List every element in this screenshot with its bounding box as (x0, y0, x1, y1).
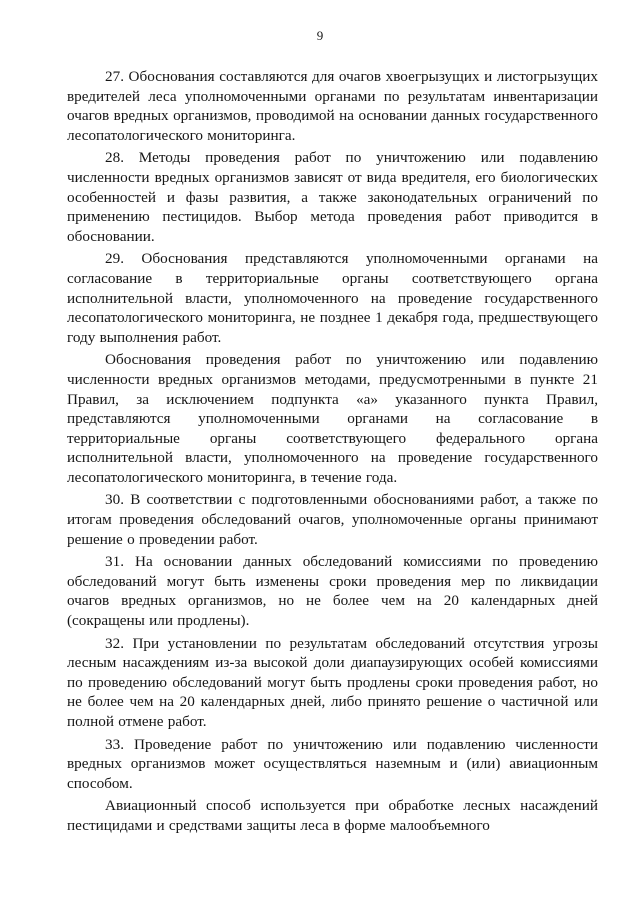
page-number: 9 (316, 28, 324, 43)
paragraph-30: 30. В соответствии с подготовленными обоснованиями работ, а также по итогам проведения обследований очагов, уполномоченные органы принимают решение о проведении работ. (67, 491, 598, 548)
document-body (67, 67, 598, 839)
paragraph-27: 27. Обоснования составляются для очагов хвоегрызущих и листогрызущих вредителей леса уполномоченными органами по результатам инвентаризации очагов вредных организмов, проводимой на основании данных государственного лесопатологического мониторинга. (67, 68, 598, 144)
paragraph-32: 32. При установлении по результатам обследований отсутствия угрозы лесным насаждениям из-за высокой доли диапаузирующих особей комиссиями по проведению обследований могут быть продлены сроки проведения работ, но не более чем на 20 календарных дней, либо принято решение о частичной или полной отмене работ. (67, 634, 598, 730)
paragraph-31: 31. На основании данных обследований комиссиями по проведению обследований могут быть изменены сроки проведения мер по ликвидации очагов вредных организмов, но не более чем на 20 календарных дней (сокращены или продлены). (67, 553, 598, 630)
paragraph-33: 33. Проведение работ по уничтожению или подавлению численности вредных организмов может осуществляться наземным и (или) авиационным способом. (67, 735, 598, 792)
paragraph-29-continuation: Обоснования проведения работ по уничтожению или подавлению численности вредных организмов методами, предусмотренными в пункте 21 Правил, за исключением подпункта «а» указанного пункта Правил, представляются уполномоченными органами на согласование в территориальные органы соответствующего федерального органа исполнительной власти, уполномоченного на проведение государственного лесопатологического мониторинга, в течение года. (67, 351, 598, 486)
paragraph-28: 28. Методы проведения работ по уничтожению или подавлению численности вредных организмов зависят от вида вредителя, его биологических особенностей и фазы развития, а также законодательных ограничений по применению пестицидов. Выбор метода проведения работ приводится в обосновании. (67, 149, 598, 245)
paragraph-29: 29. Обоснования представляются уполномоченными органами на согласование в территориальные органы соответствующего органа исполнительной власти, уполномоченного на проведение государственного лесопатологического мониторинга, не позднее 1 декабря года, предшествующего году выполнения работ. (67, 250, 598, 346)
paragraph-33-continuation: Авиационный способ используется при обработке лесных насаждений пестицидами и средствами защиты леса в форме малообъемного (67, 797, 598, 834)
